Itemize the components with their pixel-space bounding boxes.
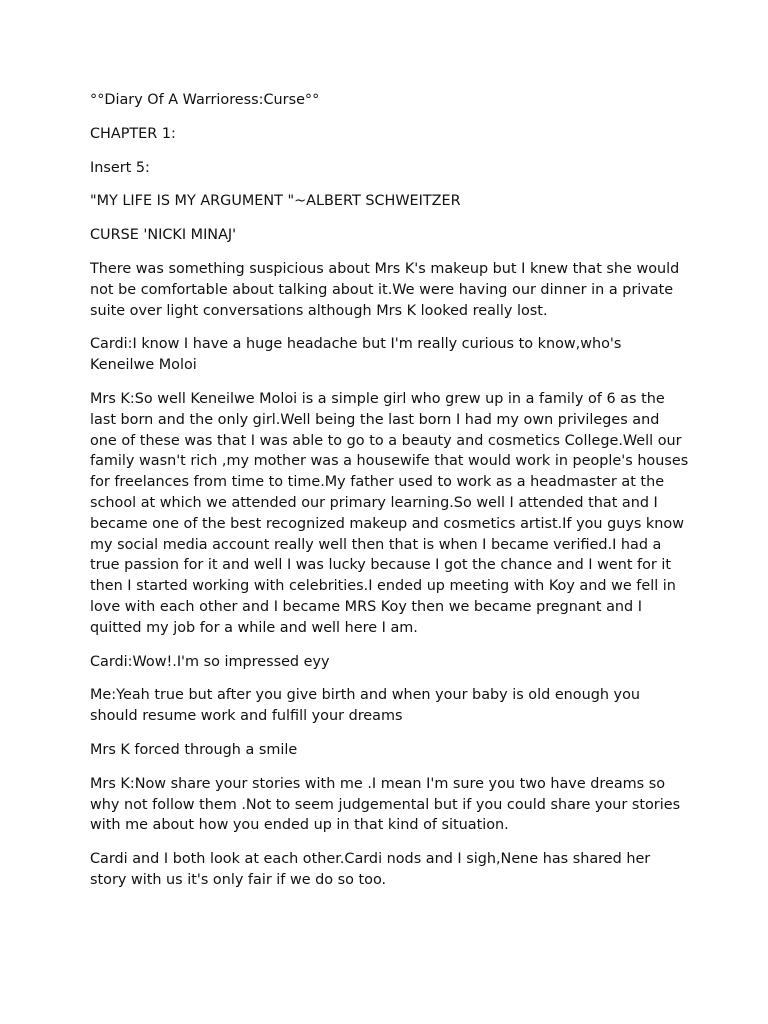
story-paragraph: Cardi:I know I have a huge headache but I'm really curious to know,who's Keneilwe Moloi xyxy=(90,336,622,374)
story-paragraph: Mrs K:So well Keneilwe Moloi is a simple girl who grew up in a family of 6 as the last born and the only girl.Well being the last born I had my own privileges and one of these was that I was able to go to a beauty and cosmetics College.Well our family wasn't rich ,my mother was a housewife that would work in people's houses for freelances from time to time.My father used to work as a headmaster at the school at which we attended our primary learning.So well I attended that and I became one of the best recognized makeup and cosmetics artist.If you guys know my social media account really well then that is when I became verified.I had a true passion for it and well I was lucky because I got the chance and I went for it then I started working with celebrities.I ended up meeting with Koy and we fell in love with each other and I became MRS Koy then we became pregnant and I quitted my job for a while and well here I am. xyxy=(90,390,689,636)
story-paragraph: Mrs K:Now share your stories with me .I mean I'm sure you two have dreams so why not follow them .Not to seem judgemental but if you could share your stories with me about how you ended up in that kind of situation. xyxy=(90,775,681,834)
curse-heading: CURSE 'NICKI MINAJ' xyxy=(90,227,237,244)
story-paragraph: Mrs K forced through a smile xyxy=(90,741,298,758)
epigraph-quote: "MY LIFE IS MY ARGUMENT "~ALBERT SCHWEITZER xyxy=(90,193,461,210)
story-paragraph: There was something suspicious about Mrs K's makeup but I knew that she would not be comfortable about talking about it.We were having our dinner in a private suite over light conversations although Mrs K looked really lost. xyxy=(90,260,680,319)
document-title: °°Diary Of A Warrioress:Curse°° xyxy=(90,92,320,108)
chapter-heading: CHAPTER 1: xyxy=(90,125,176,142)
document-page xyxy=(90,90,690,904)
story-paragraph: Cardi and I both look at each other.Cardi nods and I sigh,Nene has shared her story with us it's only fair if we do so too. xyxy=(90,851,651,888)
story-paragraph: Cardi:Wow!.I'm so impressed eyy xyxy=(90,653,330,670)
story-paragraph: Me:Yeah true but after you give birth and when your baby is old enough you should resume work and fulfill your dreams xyxy=(90,687,640,725)
insert-heading: Insert 5: xyxy=(90,159,150,176)
